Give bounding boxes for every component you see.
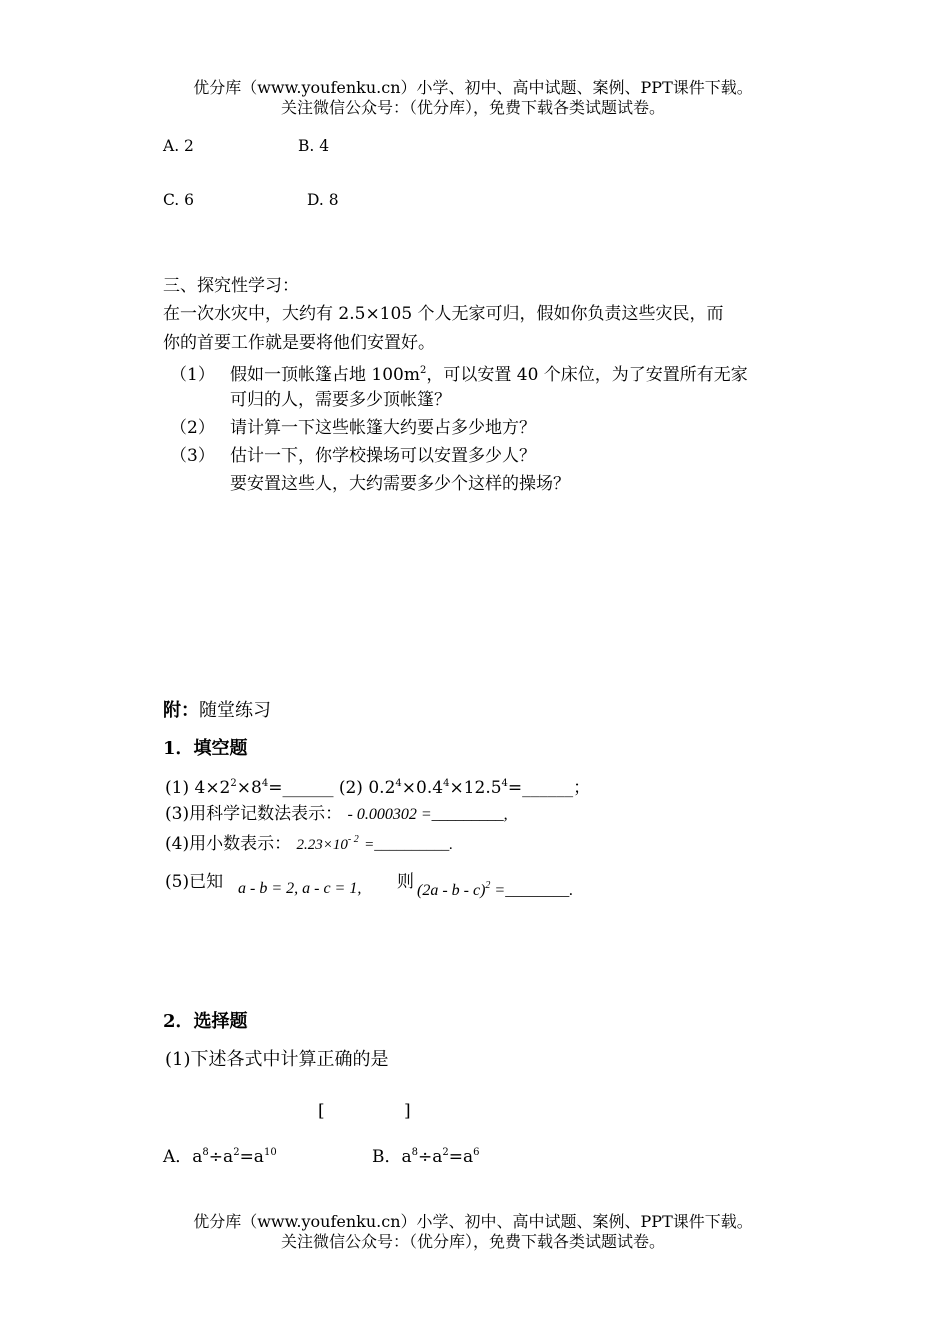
item3-text: 估计一下，你学校操场可以安置多少人？ xyxy=(230,446,536,466)
fill-q5-expression: (2a - b - c)$^2$ =________. xyxy=(417,880,574,899)
fill-q3: (3)用科学记数法表示： - 0.000302 =_________, xyxy=(165,804,508,824)
item1-text-line2: 可归的人，需要多少顶帐篷？ xyxy=(230,390,451,410)
mc-option-a: A．$a^8\div a^2=a^{10}$ xyxy=(163,1147,277,1167)
fill-q5-then: 则 xyxy=(397,872,414,892)
mc-option-b: B．$a^8\div a^2=a^6$ xyxy=(372,1147,480,1167)
page-footer-line2: 关注微信公众号：（优分库），免费下载各类试题试卷。 xyxy=(280,1232,665,1251)
section3-intro-line2: 你的首要工作就是要将他们安置好。 xyxy=(163,333,435,353)
item2-text: 请计算一下这些帐篷大约要占多少地方？ xyxy=(230,418,536,438)
answer-bracket-open: [ xyxy=(318,1101,325,1121)
fill-q5-label: (5)已知 xyxy=(165,872,224,892)
choice-a: A. 2 xyxy=(163,137,194,155)
item3-text-line2: 要安置这些人，大约需要多少个这样的操场？ xyxy=(230,474,570,494)
fill-q5-condition: a - b = 2, a - c = 1, xyxy=(238,880,362,897)
item1-text: 假如一顶帐篷占地 $100m^2$，可以安置 40 个床位，为了安置所有无家 xyxy=(230,365,748,385)
item3-number: （3） xyxy=(170,446,215,466)
page-header-line2: 关注微信公众号：（优分库），免费下载各类试题试卷。 xyxy=(280,98,665,117)
choice-d: D. 8 xyxy=(307,191,339,209)
appendix-heading: 附：随堂练习 xyxy=(163,700,271,721)
answer-bracket-close: ] xyxy=(404,1101,411,1121)
item2-number: （2） xyxy=(170,418,215,438)
mc-question1: (1)下述各式中计算正确的是 xyxy=(165,1049,389,1070)
choice-b: B. 4 xyxy=(298,137,330,155)
section3-title: 三、探究性学习： xyxy=(163,276,299,296)
fill-blank-title: 1．填空题 xyxy=(163,738,248,759)
fill-q1-q2: (1) $4\times 2^2\times 8^4=\_\_\_\_\_\_$ (2) $0.2^4\times 0.4^4\times 12.5^4=\_\_\_\_\_\_$； xyxy=(165,778,591,798)
choice-c: C. 6 xyxy=(163,191,195,209)
page-header-line1: 优分库（www.youfenku.cn）小学、初中、高中试题、案例、PPT课件下载。 xyxy=(193,78,753,97)
multiple-choice-title: 2．选择题 xyxy=(163,1011,248,1032)
page-footer-line1: 优分库（www.youfenku.cn）小学、初中、高中试题、案例、PPT课件下载。 xyxy=(193,1212,753,1231)
section3-intro-line1: 在一次水灾中，大约有 2.5×105 个人无家可归，假如你负责这些灾民，而 xyxy=(163,304,724,324)
fill-q4: (4)用小数表示： $2.23\times 10^{- 2}$ =__________. xyxy=(165,834,453,854)
item1-number: （1） xyxy=(170,365,215,385)
